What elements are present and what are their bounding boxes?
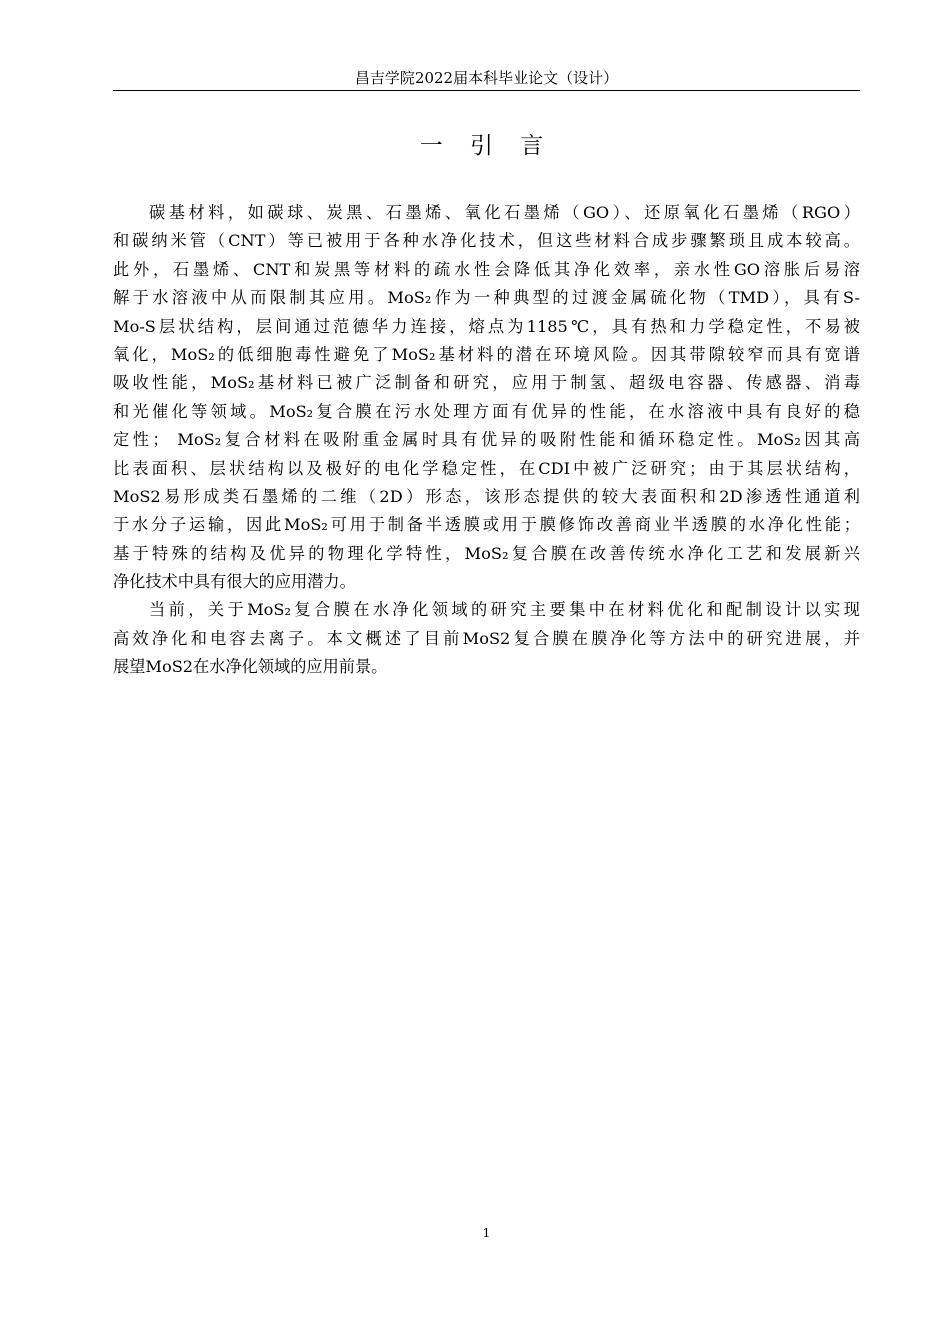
text-line: 此外，石墨烯、CNT和炭黑等材料的疏水性会降低其净化效率，亲水性GO溶胀后易溶 — [113, 259, 860, 279]
text-line: 展望MoS2在水净化领域的应用前景。 — [113, 657, 388, 677]
paragraph — [113, 596, 860, 681]
text-line: MoS2易形成类石墨烯的二维（2D）形态，该形态提供的较大表面积和2D渗透性通道利 — [113, 486, 860, 506]
text-line: 基于特殊的结构及优异的物理化学特性，MoS₂复合膜在改善传统水净化工艺和发展新兴 — [113, 543, 860, 563]
text-line: 氧化，MoS₂的低细胞毒性避免了MoS₂基材料的潜在环境风险。因其带隙较窄而具有宽谱 — [113, 344, 860, 364]
text-line: Mo-S层状结构，层间通过范德华力连接，熔点为1185℃，具有热和力学稳定性，不易被 — [113, 316, 860, 336]
text-line: 吸收性能，MoS₂基材料已被广泛制备和研究，应用于制氢、超级电容器、传感器、消毒 — [113, 373, 860, 393]
text-line: 高效净化和电容去离子。本文概述了目前MoS2复合膜在膜净化等方法中的研究进展，并 — [113, 628, 860, 648]
text-line: 当前，关于MoS₂复合膜在水净化领域的研究主要集中在材料优化和配制设计以实现 — [149, 600, 860, 620]
text-line: 和碳纳米管（CNT）等已被用于各种水净化技术，但这些材料合成步骤繁琐且成本较高。 — [113, 231, 860, 251]
text-line: 净化技术中具有很大的应用潜力。 — [113, 572, 356, 592]
text-line: 解于水溶液中从而限制其应用。MoS₂作为一种典型的过渡金属硫化物（TMD），具有S- — [113, 288, 860, 308]
text-line: 定性； MoS₂复合材料在吸附重金属时具有优异的吸附性能和循环稳定性。MoS₂因其高 — [113, 430, 860, 450]
running-header: 昌吉学院2022届本科毕业论文（设计） — [354, 69, 619, 87]
text-line: 和光催化等领域。MoS₂复合膜在污水处理方面有优异的性能，在水溶液中具有良好的稳 — [113, 401, 860, 421]
body-text — [113, 199, 860, 682]
text-line: 于水分子运输，因此MoS₂可用于制备半透膜或用于膜修饰改善商业半透膜的水净化性能； — [113, 515, 860, 535]
page-number: 1 — [482, 1226, 491, 1240]
paragraph — [113, 199, 860, 596]
section-title: 一 引 言 — [419, 133, 554, 159]
text-line: 比表面积、层状结构以及极好的电化学稳定性，在CDI中被广泛研究；由于其层状结构， — [113, 458, 860, 478]
header-rule — [113, 90, 860, 91]
text-line: 碳基材料，如碳球、炭黑、石墨烯、氧化石墨烯（GO）、还原氧化石墨烯（RGO） — [149, 203, 860, 222]
